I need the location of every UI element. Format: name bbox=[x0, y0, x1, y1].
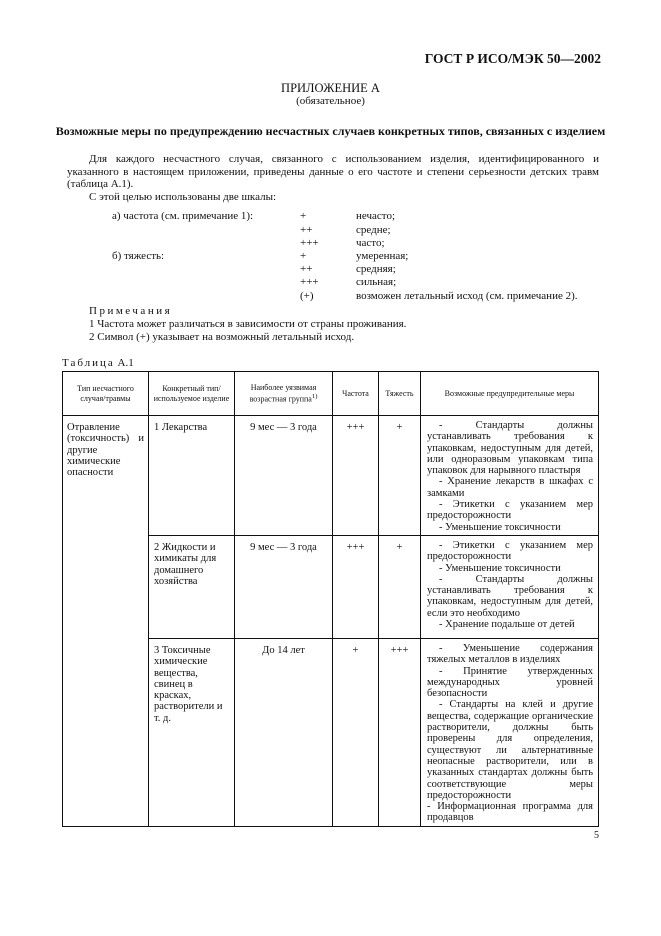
note-item: 1 Частота может различаться в зависимости от страны проживания. bbox=[89, 318, 407, 330]
section-title: Возможные меры по предупреждению несчастных случаев конкретных типов, связанных с изделием bbox=[55, 124, 606, 138]
product-cell: 1 Лекарства bbox=[149, 416, 235, 536]
measure-item: - Информационная программа для продавцов bbox=[427, 801, 593, 824]
scale-meaning: умеренная; bbox=[356, 250, 409, 262]
age-cell: До 14 лет bbox=[235, 638, 333, 826]
measure-item: - Стандарты на клей и другие вещества, содержащие органические растворители, должны быть проверены для определения, существуют ли альтернативные неопасные растворители, или в указанных стандартах должны быть соответствующие меры предосторожности bbox=[427, 699, 593, 801]
measures-cell bbox=[421, 535, 599, 638]
product-cell: 2 Жидкости и химикаты для домашнего хозяйства bbox=[149, 535, 235, 638]
scale-symbol: + bbox=[300, 250, 307, 262]
appendix-title: ПРИЛОЖЕНИЕ А bbox=[281, 81, 380, 95]
scale-symbol: +++ bbox=[300, 237, 319, 249]
table-row bbox=[63, 416, 599, 536]
accident-type-cell: Отравление (токсичность) и другие химические опасности bbox=[63, 416, 149, 827]
appendix-subtitle: (обязательное) bbox=[296, 95, 365, 107]
frequency-cell: +++ bbox=[333, 416, 379, 536]
table-header-row bbox=[63, 372, 599, 416]
severity-cell: +++ bbox=[379, 638, 421, 826]
product-cell: 3 Токсичные химические вещества, свинец в красках, растворители и т. д. bbox=[149, 638, 235, 826]
measure-item: - Стандарты должны устанавливать требования к упаковкам, недоступным для детей, если это необходимо bbox=[427, 573, 593, 619]
table-caption-word: Таблица bbox=[62, 357, 115, 369]
document-id: ГОСТ Р ИСО/МЭК 50—2002 bbox=[424, 51, 601, 66]
measures-cell bbox=[421, 638, 599, 826]
scale-label: б) тяжесть: bbox=[112, 250, 165, 262]
scale-meaning: сильная; bbox=[356, 276, 397, 288]
measures-table bbox=[62, 371, 599, 827]
measure-item: - Этикетки с указанием мер предосторожности bbox=[427, 499, 593, 522]
measure-item: - Этикетки с указанием мер предосторожности bbox=[427, 539, 593, 563]
header-age-footnote: 1) bbox=[311, 393, 318, 401]
severity-cell: + bbox=[379, 416, 421, 536]
scale-symbol: +++ bbox=[300, 276, 319, 288]
header-measures: Возможные предупредительные меры bbox=[421, 372, 599, 416]
scale-symbol: + bbox=[300, 210, 307, 222]
scale-meaning: средне; bbox=[356, 224, 391, 236]
scale-meaning: средняя; bbox=[356, 263, 396, 275]
page-number: 5 bbox=[594, 830, 599, 841]
frequency-cell: +++ bbox=[333, 535, 379, 638]
measure-item: - Уменьшение содержания тяжелых металлов в изделиях bbox=[427, 642, 593, 666]
header-frequency: Частота bbox=[333, 372, 379, 416]
measure-item: - Стандарты должны устанавливать требования к упаковкам, недоступным для детей, или одноразовым упаковкам типа упаковок для нарывного пластыря bbox=[427, 420, 593, 477]
intro-scales-line: С этой целью использованы две шкалы: bbox=[89, 191, 277, 203]
measure-item: - Уменьшение токсичности bbox=[439, 521, 561, 533]
scale-symbol: (+) bbox=[300, 290, 314, 302]
intro-paragraph: Для каждого несчастного случая, связанного с использованием изделия, идентифицированного и указанного в настоящем приложении, приведены данные о его частоте и степени серьезности детских травм (таблица А.1). bbox=[67, 153, 599, 190]
frequency-cell: + bbox=[333, 638, 379, 826]
measure-item: - Хранение подальше от детей bbox=[439, 619, 575, 631]
note-item: 2 Символ (+) указывает на возможный летальный исход. bbox=[89, 331, 355, 343]
header-severity: Тяжесть bbox=[379, 372, 421, 416]
age-cell: 9 мес — 3 года bbox=[235, 416, 333, 536]
notes-heading: Примечания bbox=[89, 305, 173, 317]
age-cell: 9 мес — 3 года bbox=[235, 535, 333, 638]
measure-item: - Уменьшение токсичности bbox=[439, 562, 561, 574]
header-type: Тип несчастного случая/травмы bbox=[63, 372, 149, 416]
table-caption-id: А.1 bbox=[117, 357, 134, 369]
measures-cell bbox=[421, 416, 599, 536]
scale-label: а) частота (см. примечание 1): bbox=[112, 210, 254, 222]
scale-meaning: нечасто; bbox=[356, 210, 396, 222]
header-product: Конкретный тип/используемое изделие bbox=[149, 372, 235, 416]
scale-symbol: ++ bbox=[300, 263, 313, 275]
header-age bbox=[235, 372, 333, 416]
measure-item: - Хранение лекарств в шкафах с замками bbox=[427, 476, 593, 499]
measure-item: - Принятие утвержденных международных уровней безопасности bbox=[427, 665, 593, 700]
scale-symbol: ++ bbox=[300, 224, 313, 236]
header-age-text: Наиболее уязвимая возрастная группа bbox=[249, 382, 317, 404]
severity-cell: + bbox=[379, 535, 421, 638]
table-caption bbox=[62, 357, 134, 369]
scale-meaning: возможен летальный исход (см. примечание 2). bbox=[356, 290, 578, 302]
scale-meaning: часто; bbox=[356, 237, 385, 249]
